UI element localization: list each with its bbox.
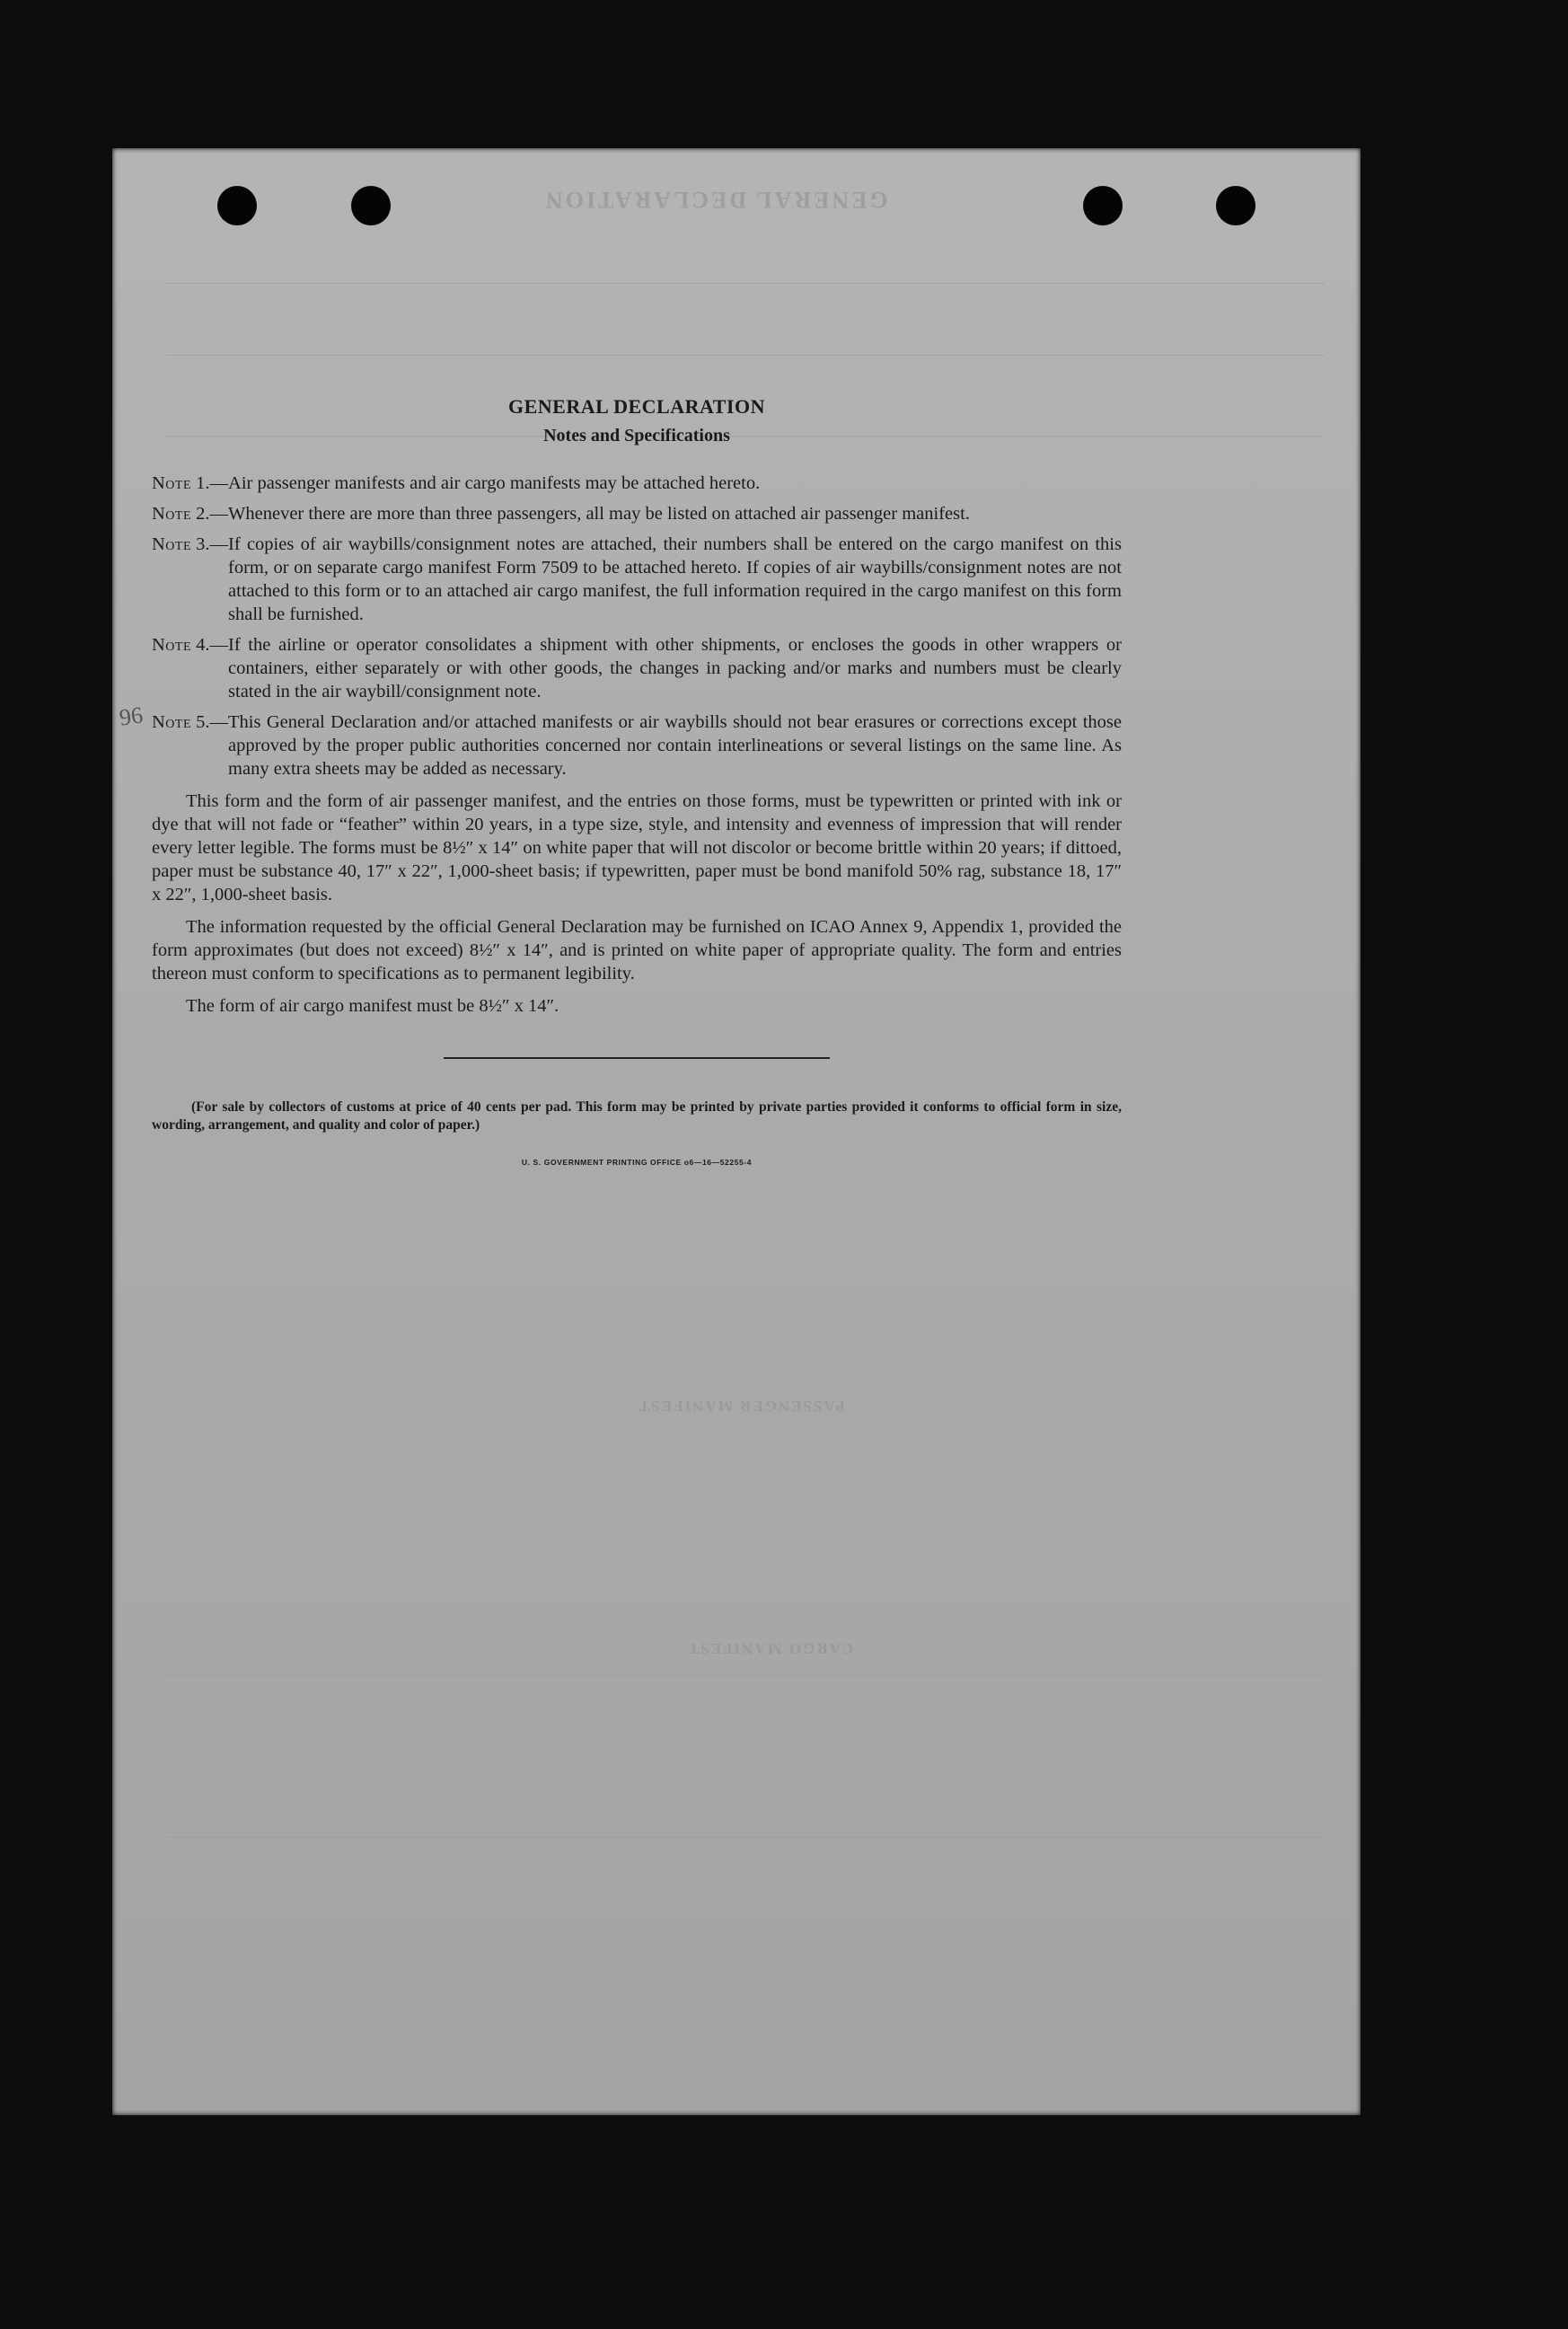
page-subtitle: Notes and Specifications (543, 426, 730, 446)
sale-notice: (For sale by collectors of customs at price of 40 cents per pad. This form may be printed by private parties provided it conforms to official form in size, wording, arrangement, and quality and color of paper.) (152, 1099, 1122, 1133)
punch-hole-1 (217, 186, 257, 225)
note-label: Note 2.— (152, 504, 229, 524)
printer-line: U. S. GOVERNMENT PRINTING OFFICE o6—16—52255-4 (521, 1158, 753, 1167)
bleed-rule-2 (166, 355, 1325, 356)
note-item (152, 472, 1122, 495)
note-text: Air passenger manifests and air cargo manifests may be attached hereto. (228, 473, 761, 493)
bleed-rule-5 (166, 1837, 1325, 1838)
note-item (152, 533, 1122, 626)
note-label: Note 5.— (152, 712, 229, 732)
note-item (152, 633, 1122, 703)
bleed-through-passenger-manifest: PASSENGER MANIFEST (638, 1398, 845, 1415)
note-label: Note 1.— (152, 473, 229, 493)
punch-hole-4 (1216, 186, 1255, 225)
notes-and-specifications (152, 395, 1122, 1167)
specification-paragraph: The form of air cargo manifest must be 8½″ x 14″. (186, 996, 559, 1016)
specification-paragraph: The information requested by the official General Declaration may be furnished on ICAO Annex 9, Appendix 1, provided the form approximates (but does not exceed) 8½″ x 14″, and is printed on white paper of appropriate quality. The form and entries thereon must conform to specifications as to permanent legibility. (152, 917, 1122, 984)
note-item (152, 710, 1122, 781)
note-text: Whenever there are more than three passengers, all may be listed on attached air passenger manifest. (228, 504, 970, 524)
note-label: Note 3.— (152, 534, 229, 554)
note-label: Note 4.— (152, 635, 229, 655)
divider-rule (444, 1057, 830, 1059)
note-item (152, 502, 1122, 525)
note-text: If the airline or operator consolidates a shipment with other shipments, or encloses the goods in other wrappers or containers, either separately or with other goods, the changes in packing and/or marks and numbers must be clearly stated in the air waybill/consignment note. (228, 635, 1122, 701)
specification-paragraph: This form and the form of air passenger manifest, and the entries on those forms, must be typewritten or printed with ink or dye that will not fade or “feather” within 20 years, in a type size, style, and intensity and evenness of impression that will render every letter legible. The forms must be 8½″ x 14″ on white paper that will not discolor or become brittle within 20 years; if dittoed, paper must be substance 40, 17″ x 22″, 1,000-sheet basis; if typewritten, paper must be bond manifold 50% rag, substance 18, 17″ x 22″, 1,000-sheet basis. (152, 791, 1122, 904)
page-title: GENERAL DECLARATION (508, 395, 765, 418)
punch-hole-2 (351, 186, 391, 225)
bleed-rule-4 (166, 1675, 1325, 1676)
note-text: If copies of air waybills/consignment notes are attached, their numbers shall be entered on the cargo manifest on this form, or on separate cargo manifest Form 7509 to be attached hereto. If copies of air waybills/consignment notes are not attached to this form or to an attached air cargo manifest, the full information required in the cargo manifest on this form shall be furnished. (228, 534, 1122, 624)
punch-hole-3 (1083, 186, 1123, 225)
note-text: This General Declaration and/or attached manifests or air waybills should not bear erasures or corrections except those approved by the proper public authorities concerned nor contain interlineations or several listings on the same line. As many extra sheets may be added as necessary. (228, 712, 1122, 779)
bleed-through-title: GENERAL DECLARATION (543, 187, 888, 213)
bleed-rule-1 (166, 283, 1325, 284)
margin-mark: 96 (118, 701, 145, 731)
notes-list (152, 472, 1122, 781)
bleed-through-cargo-manifest: CARGO MANIFEST (687, 1640, 854, 1657)
